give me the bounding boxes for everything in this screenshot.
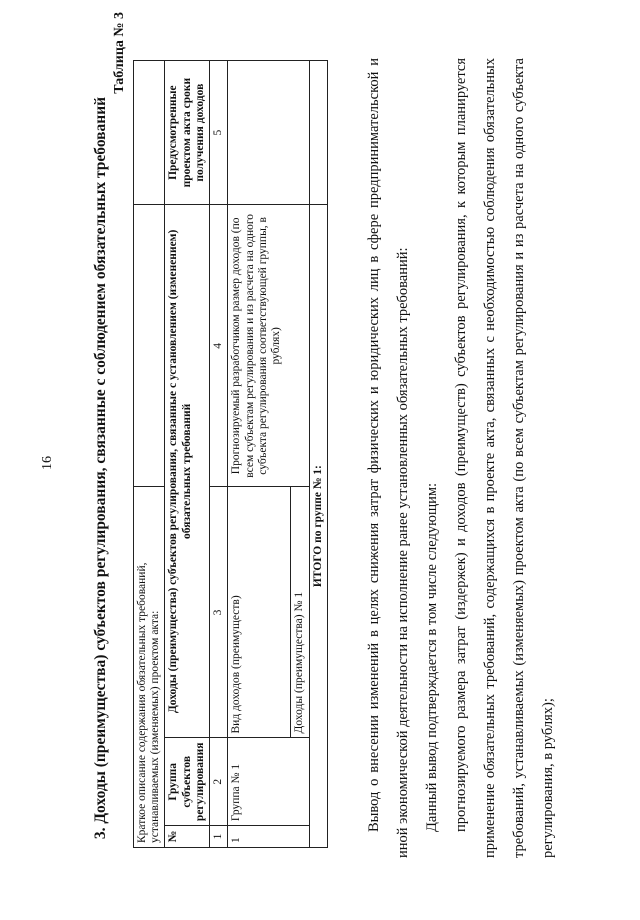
paragraph-forecast: прогнозируемого размера затрат (издержек) и доходов (преимуществ) субъектов регулирования, к которым планируется применение обязательных требований, содержащихся в проекте акта, связанных с необходимостью соблюдения обязательных требований, устанавливаемых (изменяемых) проектом акта (по всем субъектам регулирования и из расчета на одного субъекта регулирования, в рублях);: [453, 58, 556, 858]
row-group: Группа № 1: [228, 738, 309, 826]
body-text: [360, 58, 563, 858]
header-num: №: [165, 826, 210, 848]
table-index-row: [210, 61, 228, 848]
table-total-row: [309, 61, 327, 848]
total-label: ИТОГО по группе № 1:: [309, 205, 327, 848]
index-cell: 5: [210, 61, 228, 205]
row-income-item: Доходы (преимущества) № 1: [291, 487, 309, 738]
empty-header-cell: [134, 61, 165, 205]
row-num: 1: [228, 826, 309, 848]
section-title: 3. Доходы (преимущества) субъектов регулирования, связанные с соблюдением обязательных требований: [92, 96, 109, 840]
header-terms: Предусмотренные проектом акта сроки получения доходов: [165, 61, 210, 205]
paragraph-confirmation: Данный вывод подтверждается в том числе следующим:: [424, 482, 440, 832]
empty-header-cell: [134, 205, 165, 487]
row-income-type: Вид доходов (преимуществ): [228, 487, 291, 738]
index-cell: 1: [210, 826, 228, 848]
table-header-group-row: [134, 61, 165, 848]
header-income: Доходы (преимущества) субъектов регулирования, связанные с установлением (изменением) обязательных требований: [165, 205, 210, 738]
index-cell: 3: [210, 487, 228, 738]
income-table: [133, 60, 328, 848]
paragraph-conclusion: Вывод о внесении изменений в целях снижения затрат физических и юридических лиц в сфере предпринимательской и иной экономической деятельности на исполнение ранее установленных обязательных требований:: [366, 58, 411, 858]
total-value: [309, 61, 327, 205]
index-cell: 4: [210, 205, 228, 487]
header-group: Группа субъектов регулирования: [165, 738, 210, 826]
row-forecast: Прогнозируемый разработчиком размер доходов (по всем субъектам регулирования и из расчета на одного субъекта регулирования соответствующей группы, в рублях): [228, 205, 309, 487]
page-number: 16: [40, 456, 55, 470]
table-label: Таблица № 3: [112, 12, 127, 94]
table-header-row: [165, 61, 210, 848]
header-group-cell: Краткое описание содержания обязательных требований, устанавливаемых (изменяемых) проектом акта:: [134, 487, 165, 848]
row-terms: [228, 61, 309, 205]
table-row: [228, 61, 291, 848]
index-cell: 2: [210, 738, 228, 826]
